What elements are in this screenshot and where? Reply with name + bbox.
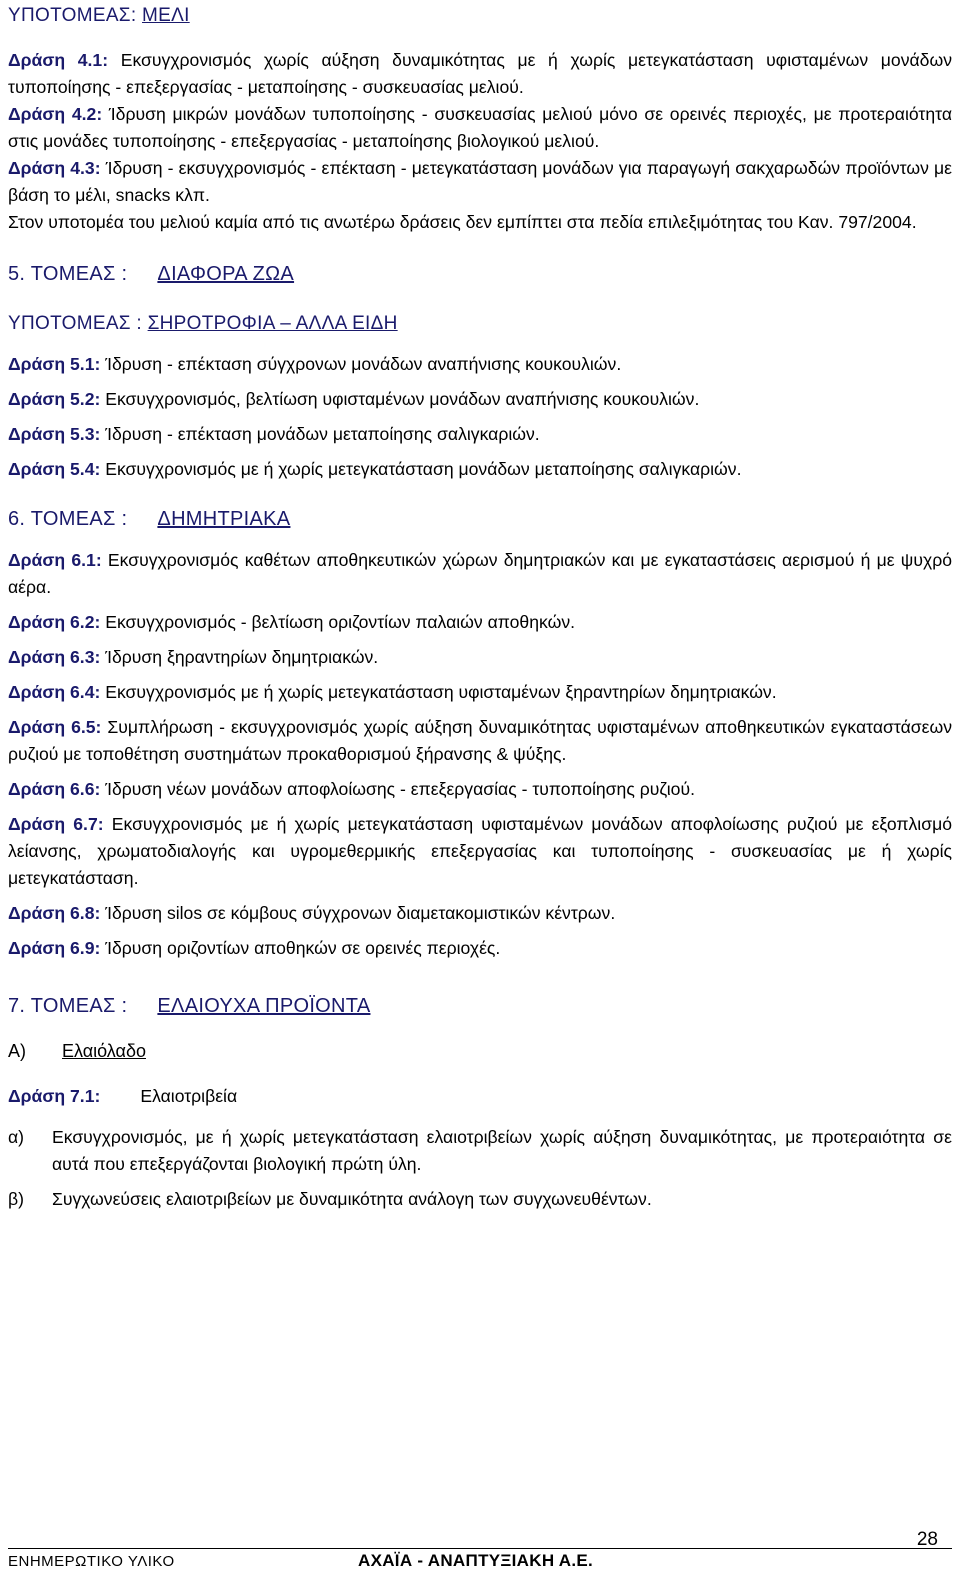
honey-note: Στον υποτομέα του μελιού καμία από τις ανωτέρω δράσεις δεν εμπίπτει στα πεδία επιλεξιμότητας του Καν. 797/2004. — [8, 212, 917, 232]
action-4-2 — [8, 101, 952, 155]
action-label: Δράση 7.1: — [8, 1086, 101, 1106]
action-label: Δράση 6.1: — [8, 550, 102, 570]
list-item — [8, 1124, 952, 1178]
action-text: Ελαιοτριβεία — [140, 1086, 238, 1106]
action-6-8 — [8, 900, 952, 927]
action-text: Ίδρυση ξηραντηρίων δημητριακών. — [105, 647, 379, 667]
list-marker: β) — [8, 1189, 24, 1209]
sector-name: ΕΛΑΙΟΥΧΑ ΠΡΟΪΟΝΤΑ — [157, 995, 371, 1017]
action-text: Συμπλήρωση - εκσυγχρονισμός χωρίς αύξηση δυναμικότητας υφισταμένων αποθηκευτικών εγκαταστάσεων ρυζιού με τοποθέτηση συστημάτων προκαθορισμού ξήρανσης & ψύξης. — [8, 717, 952, 764]
sector-name: ΔΗΜΗΤΡΙΑΚΑ — [157, 508, 291, 530]
action-label: Δράση 5.1: — [8, 354, 101, 374]
action-text: Ίδρυση silos σε κόμβους σύγχρονων διαμετακομιστικών κέντρων. — [105, 903, 616, 923]
action-label: Δράση 6.4: — [8, 682, 101, 702]
action-label: Δράση 4.2: — [8, 104, 103, 124]
olive-oil-name: Ελαιόλαδο — [62, 1041, 146, 1061]
page-footer — [8, 1529, 952, 1573]
olive-oil-heading — [8, 1038, 952, 1065]
action-label: Δράση 6.3: — [8, 647, 101, 667]
subsector-heading — [8, 0, 952, 29]
action-label: Δράση 6.7: — [8, 814, 104, 834]
action-6-1 — [8, 547, 952, 601]
document-body — [8, 0, 952, 1213]
sector-label: 5. ΤΟΜΕΑΣ : — [8, 263, 128, 285]
list-item — [8, 1186, 952, 1213]
list-item-text: Συγχωνεύσεις ελαιοτριβείων με δυναμικότητα ανάλογη των συγχωνευθέντων. — [52, 1189, 652, 1209]
sector-7-heading — [8, 992, 952, 1020]
action-label: Δράση 4.1: — [8, 50, 109, 70]
subsector-name: ΣΗΡΟΤΡΟΦΙΑ – ΑΛΛΑ ΕΙΔΗ — [147, 313, 398, 334]
action-6-7 — [8, 811, 952, 892]
sector-label: 6. ΤΟΜΕΑΣ : — [8, 508, 128, 530]
action-6-3 — [8, 644, 952, 671]
action-7-1 — [8, 1083, 952, 1110]
action-label: Δράση 4.3: — [8, 158, 101, 178]
action-label: Δράση 6.8: — [8, 903, 101, 923]
action-5-3 — [8, 421, 952, 448]
action-6-4 — [8, 679, 952, 706]
action-text: Ίδρυση νέων μονάδων αποφλοίωσης - επεξεργασίας - τυποποίησης ρυζιού. — [105, 779, 695, 799]
action-6-6 — [8, 776, 952, 803]
action-text: Εκσυγχρονισμός με ή χωρίς μετεγκατάσταση μονάδων μεταποίησης σαλιγκαριών. — [105, 459, 742, 479]
action-5-1 — [8, 351, 952, 378]
list-marker: Α) — [8, 1041, 26, 1061]
action-label: Δράση 5.4: — [8, 459, 101, 479]
action-label: Δράση 6.6: — [8, 779, 101, 799]
action-4-1 — [8, 47, 952, 101]
action-text: Ίδρυση οριζοντίων αποθηκών σε ορεινές περιοχές. — [105, 938, 501, 958]
sector-name: ΔΙΑΦΟΡΑ ΖΩΑ — [157, 263, 295, 285]
action-6-9 — [8, 935, 952, 962]
action-text: Ίδρυση μικρών μονάδων τυποποίησης - συσκευασίας μελιού μόνο σε ορεινές περιοχές, με προτεραιότητα στις μονάδες τυποποίησης - επεξεργασίας - μεταποίησης βιολογικού μελιού. — [8, 104, 952, 151]
action-5-2 — [8, 386, 952, 413]
action-4-3 — [8, 155, 952, 209]
action-text: Εκσυγχρονισμός με ή χωρίς μετεγκατάσταση υφισταμένων ξηραντηρίων δημητριακών. — [105, 682, 777, 702]
subsector-name: ΜΕΛΙ — [142, 5, 190, 26]
action-label: Δράση 6.9: — [8, 938, 101, 958]
subsector-label: ΥΠΟΤΟΜΕΑΣ: — [8, 5, 137, 26]
action-text: Ίδρυση - επέκταση σύγχρονων μονάδων αναπήνισης κουκουλιών. — [105, 354, 622, 374]
list-item-text: Εκσυγχρονισμός, με ή χωρίς μετεγκατάσταση ελαιοτριβείων χωρίς αύξηση δυναμικότητας, με προτεραιότητα σε αυτά που επεξεργάζονται βιολογική πρώτη ύλη. — [52, 1127, 952, 1174]
sector-5-heading — [8, 260, 952, 288]
action-5-4 — [8, 456, 952, 483]
action-6-5 — [8, 714, 952, 768]
footer-left-text: ΕΝΗΜΕΡΩΤΙΚΟ ΥΛΙΚΟ — [8, 1553, 175, 1570]
action-text: Ίδρυση - επέκταση μονάδων μεταποίησης σαλιγκαριών. — [105, 424, 540, 444]
action-label: Δράση 6.5: — [8, 717, 102, 737]
sector-label: 7. ΤΟΜΕΑΣ : — [8, 995, 128, 1017]
action-text: Εκσυγχρονισμός χωρίς αύξηση δυναμικότητας με ή χωρίς μετεγκατάσταση υφισταμένων μονάδων τυποποίησης - επεξεργασίας - μεταποίησης - συσκευασίας μελιού. — [8, 50, 952, 97]
footer-company: ΑΧΑΪΑ - ΑΝΑΠΤΥΞΙΑΚΗ Α.Ε. — [358, 1551, 594, 1570]
subsector-label: ΥΠΟΤΟΜΕΑΣ : — [8, 313, 142, 334]
list-marker: α) — [8, 1127, 25, 1147]
sector-5-subsector — [8, 310, 952, 337]
action-label: Δράση 5.3: — [8, 424, 101, 444]
action-text: Εκσυγχρονισμός με ή χωρίς μετεγκατάσταση υφισταμένων μονάδων αποφλοίωσης ρυζιού με εξοπλισμό λείανσης, χρωματοδιαλογής και υγρομεθερμικής επεξεργασίας και τυποποίησης - συσκευασίας με ή χωρίς μετεγκατάσταση. — [8, 814, 952, 888]
action-label: Δράση 5.2: — [8, 389, 101, 409]
action-text: Εκσυγχρονισμός, βελτίωση υφισταμένων μονάδων αναπήνισης κουκουλιών. — [105, 389, 700, 409]
sector-6-heading — [8, 505, 952, 533]
action-text: Ίδρυση - εκσυγχρονισμός - επέκταση - μετεγκατάσταση μονάδων για παραγωγή σακχαρωδών προϊόντων με βάση το μέλι, snacks κλπ. — [8, 158, 952, 205]
action-text: Εκσυγχρονισμός καθέτων αποθηκευτικών χώρων δημητριακών και με εγκαταστάσεις αερισμού ή με ψυχρό αέρα. — [8, 550, 952, 597]
action-label: Δράση 6.2: — [8, 612, 101, 632]
page-number: 28 — [916, 1529, 938, 1550]
action-6-2 — [8, 609, 952, 636]
action-text: Εκσυγχρονισμός - βελτίωση οριζοντίων παλαιών αποθηκών. — [105, 612, 575, 632]
